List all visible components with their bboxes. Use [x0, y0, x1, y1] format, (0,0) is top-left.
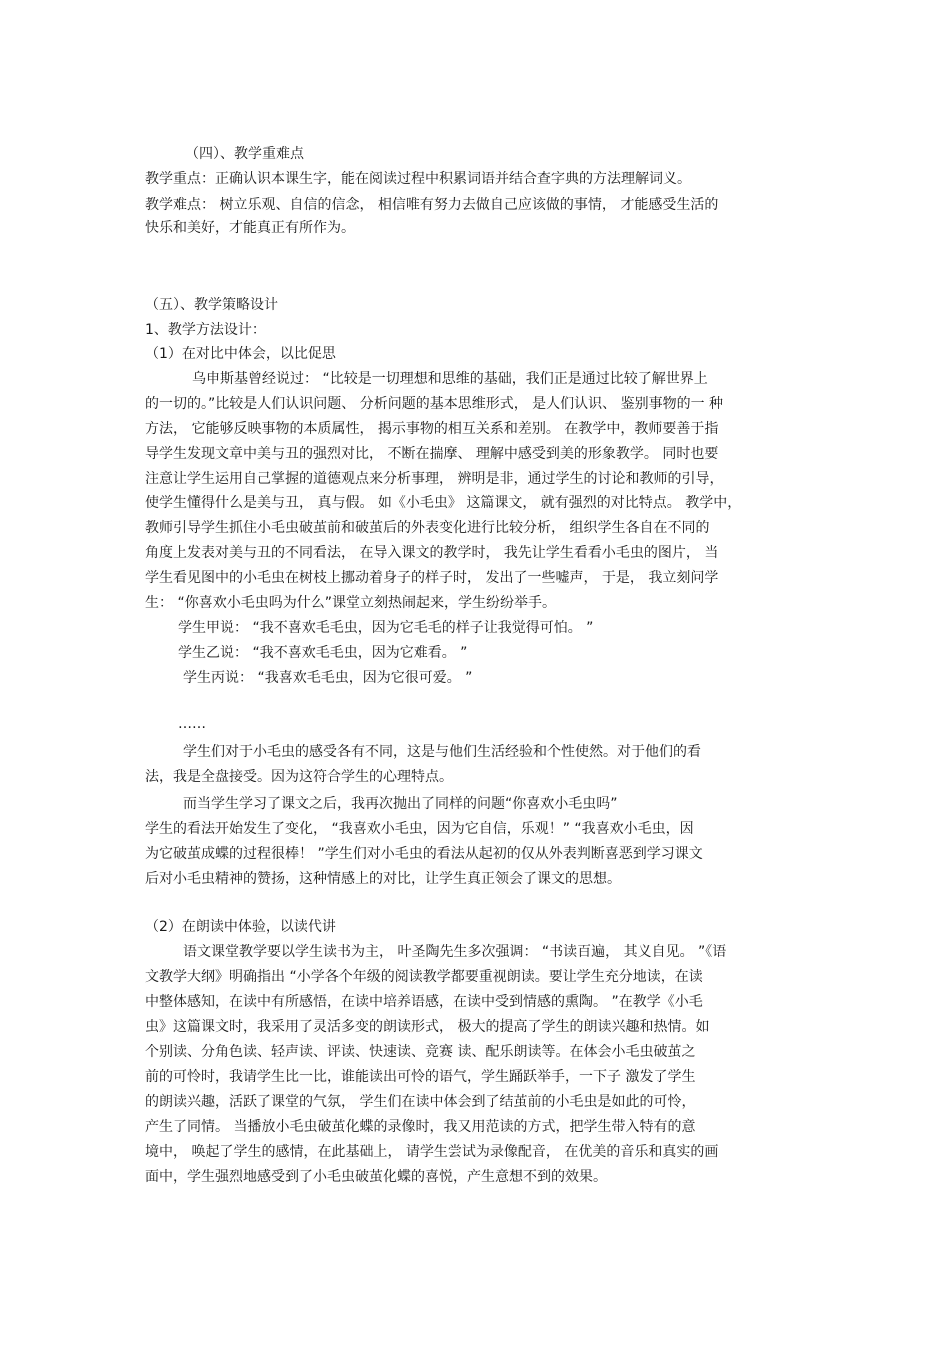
paragraph-line: 的一切的。”比较是人们认识问题、 分析问题的基本思维形式， 是人们认识、 鉴别事物的一 种 [145, 396, 724, 412]
paragraph-line: 文教学大纲》明确指出 “小学各个年级的阅读教学都要重视朗读。要让学生充分地读，在读 [145, 969, 703, 985]
difficulty-line-1: 教学难点： 树立乐观、自信的信念， 相信唯有努力去做自己应该做的事情， 才能感受生活的 [145, 197, 719, 213]
section-5-heading: （五）、教学策略设计 [145, 297, 278, 313]
paragraph-line: 乌申斯基曾经说过： “比较是一切理想和思维的基础，我们正是通过比较了解世界上 [192, 371, 708, 387]
paragraph-line: 的朗读兴趣，活跃了课堂的气氛， 学生们在读中体会到了结茧前的小毛虫是如此的可怜， [145, 1094, 696, 1110]
paragraph-line: 中整体感知，在读中有所感悟，在读中培养语感，在读中受到情感的熏陶。 ”在教学《小毛 [145, 994, 703, 1010]
student-b-quote: 学生乙说： “我不喜欢毛毛虫，因为它难看。 ” [178, 645, 468, 661]
paragraph-line: 注意让学生运用自己掌握的道德观点来分析事理， 辨明是非，通过学生的讨论和教师的引导， [145, 471, 724, 487]
paragraph-line: 学生的看法开始发生了变化， “我喜欢小毛虫，因为它自信，乐观！” “我喜欢小毛虫，因 [145, 821, 694, 837]
paragraph-line: 面中，学生强烈地感受到了小毛虫破茧化蝶的喜悦，产生意想不到的效果。 [145, 1169, 607, 1185]
paragraph-line: 前的可怜时，我请学生比一比，谁能读出可怜的语气，学生踊跃举手，一下子 激发了学生 [145, 1069, 696, 1085]
ellipsis: …… [178, 716, 206, 732]
paragraph-line: 方法， 它能够反映事物的本质属性， 揭示事物的相互关系和差别。 在教学中，教师要善于指 [145, 421, 719, 437]
method-title: 1、教学方法设计： [145, 322, 266, 338]
paragraph-line: 境中， 唤起了学生的感情，在此基础上， 请学生尝试为录像配音， 在优美的音乐和真实的画 [145, 1144, 719, 1160]
paragraph-line: 生： “你喜欢小毛虫吗为什么”课堂立刻热闹起来，学生纷纷举手。 [145, 595, 556, 611]
paragraph-line: 法，我是全盘接受。因为这符合学生的心理特点。 [145, 769, 453, 785]
paragraph-line: 为它破茧成蝶的过程很棒！ ”学生们对小毛虫的看法从起初的仅从外表判断喜恶到学习课文 [145, 846, 703, 862]
paragraph-line: 虫》这篇课文时，我采用了灵活多变的朗读形式， 极大的提高了学生的朗读兴趣和热情。如 [145, 1019, 710, 1035]
paragraph-line: 教师引导学生抓住小毛虫破茧前和破茧后的外表变化进行比较分析， 组织学生各自在不同的 [145, 520, 710, 536]
paragraph-line: 角度上发表对美与丑的不同看法， 在导入课文的教学时， 我先让学生看看小毛虫的图片， 当 [145, 545, 719, 561]
paragraph-line: 学生们对于小毛虫的感受各有不同，这是与他们生活经验和个性使然。对于他们的看 [183, 744, 701, 760]
key-point-line: 教学重点：正确认识本课生字，能在阅读过程中积累词语并结合查字典的方法理解词义。 [145, 171, 691, 187]
difficulty-line-2: 快乐和美好，才能真正有所作为。 [145, 220, 355, 236]
paragraph-line: 导学生发现文章中美与丑的强烈对比， 不断在揣摩、 理解中感受到美的形象教学。 同时也要 [145, 446, 719, 462]
paragraph-line: 学生看见图中的小毛虫在树枝上挪动着身子的样子时， 发出了一些嘘声， 于是， 我立刻问学 [145, 570, 719, 586]
student-a-quote: 学生甲说： “我不喜欢毛毛虫，因为它毛毛的样子让我觉得可怕。 ” [178, 620, 594, 636]
paragraph-line: 使学生懂得什么是美与丑， 真与假。 如《小毛虫》 这篇课文， 就有强烈的对比特点。 教学中， [145, 495, 742, 511]
paragraph-line: 而当学生学习了课文之后，我再次抛出了同样的问题“你喜欢小毛虫吗” [183, 796, 618, 812]
sub1-title: （1）在对比中体会，以比促思 [145, 346, 336, 362]
sub2-title: （2）在朗读中体验，以读代讲 [145, 919, 336, 935]
paragraph-line: 语文课堂教学要以学生读书为主， 叶圣陶先生多次强调： “书读百遍， 其义自见。 ”《语 [183, 944, 727, 960]
student-c-quote: 学生丙说： “我喜欢毛毛虫，因为它很可爱。 ” [183, 670, 473, 686]
paragraph-line: 后对小毛虫精神的赞扬，这种情感上的对比，让学生真正领会了课文的思想。 [145, 871, 621, 887]
paragraph-line: 个别读、分角色读、轻声读、评读、快速读、竞赛 读、配乐朗读等。在体会小毛虫破茧之 [145, 1044, 696, 1060]
section-4-heading: （四）、教学重难点 [185, 146, 304, 162]
paragraph-line: 产生了同情。 当播放小毛虫破茧化蝶的录像时，我又用范读的方式，把学生带入特有的意 [145, 1119, 696, 1135]
